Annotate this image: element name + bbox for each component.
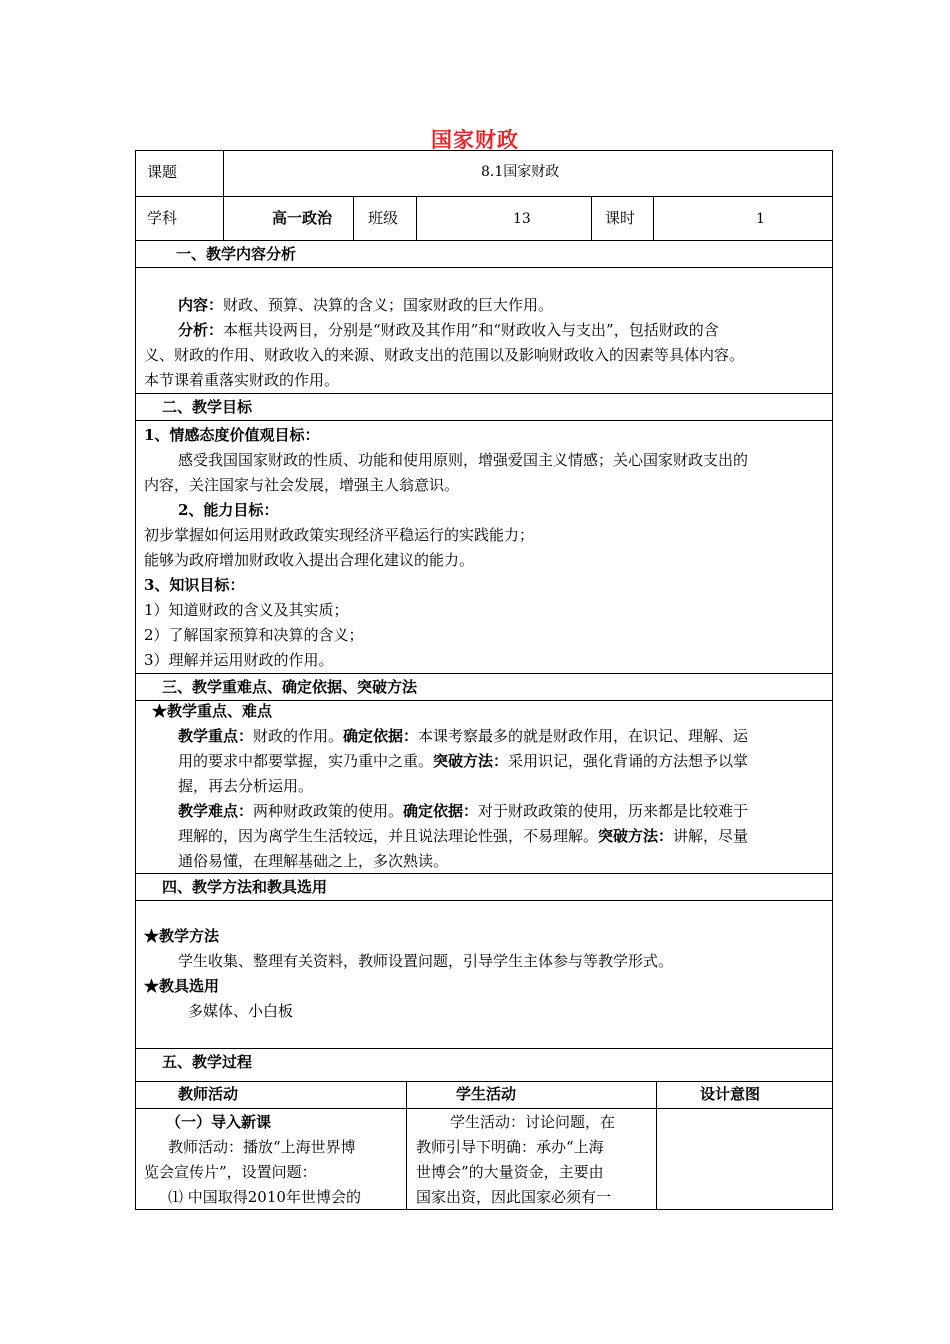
section-2-heading: 二、教学目标 (162, 398, 253, 416)
key-line-2 (178, 754, 824, 769)
process-table (136, 1081, 832, 1209)
method-text: 学生收集、整理有关资料，教师设置问题，引导学生主体参与等教学形式。 (178, 952, 674, 970)
goal-1-line-2: 内容，关注国家与社会发展，增强主人翁意识。 (144, 476, 460, 494)
content-text: 财政、预算、决算的含义；国家财政的巨大作用。 (223, 296, 554, 314)
discipline-value: 高一政治 (272, 209, 333, 227)
goal-3-line-1: 1）知道财政的含义及其实质； (144, 601, 349, 619)
goal-2-line-1: 初步掌握如何运用财政政策实现经济平稳运行的实践能力； (144, 526, 535, 544)
goal-2-line-2: 能够为政府增加财政收入提出合理化建议的能力。 (144, 551, 475, 569)
section-5-header (136, 1048, 832, 1082)
teacher-line-4: ⑴ 中国取得2010年世博会的 (168, 1188, 361, 1206)
diff-line-3: 通俗易懂，在理解基础之上，多次熟读。 (178, 852, 449, 870)
section-4-heading: 四、教学方法和教具选用 (162, 878, 328, 896)
page-title: 国家财政 (431, 127, 519, 152)
analysis-line-3: 本节课着重落实财政的作用。 (144, 371, 340, 389)
analysis-line-1 (178, 323, 824, 338)
subject-label: 课题 (147, 163, 178, 181)
teacher-line-1: （一）导入新课 (166, 1113, 272, 1131)
analysis-line-2: 义、财政的作用、财政收入的来源、财政支出的范围以及影响财政收入的因素等具体内容。 (144, 346, 745, 364)
goal-2-title: 2、能力目标： (178, 501, 279, 519)
col-design-header: 设计意图 (700, 1085, 761, 1103)
section-4-header (136, 873, 832, 901)
key-line-1 (178, 729, 824, 744)
key-line-3: 握，再去分析运用。 (178, 777, 314, 795)
goal-1-line-1: 感受我国国家财政的性质、功能和使用原则，增强爱国主义情感；关心国家财政支出的 (178, 451, 749, 469)
key-label: 教学重点： (178, 727, 254, 745)
class-value: 13 (513, 211, 531, 227)
section-5-heading: 五、教学过程 (162, 1053, 253, 1071)
diff-label: 教学难点： (178, 802, 254, 820)
key-method-label: 突破方法： (433, 752, 509, 770)
student-line-1: 学生活动：讨论问题，在 (450, 1113, 616, 1131)
student-line-2: 教师引导下明确：承办“上海 (416, 1138, 604, 1156)
section-3-heading: 三、教学重难点、确定依据、突破方法 (162, 678, 418, 696)
header-table (135, 150, 833, 241)
goal-1-title: 1、情感态度价值观目标： (144, 426, 320, 444)
period-value: 1 (756, 211, 765, 227)
key-difficult-title: ★教学重点、难点 (152, 702, 273, 720)
content-line (178, 298, 824, 313)
student-line-3: 世博会”的大量资金，主要由 (416, 1163, 604, 1181)
class-label: 班级 (368, 209, 399, 227)
key-text: 财政的作用。 (253, 727, 344, 745)
diff-text: 两种财政政策的使用。 (253, 802, 404, 820)
diff-line-1 (178, 804, 824, 819)
key-basis-label: 确定依据： (343, 727, 419, 745)
content-label: 内容： (178, 296, 224, 314)
subject-value: 8.1国家财政 (481, 164, 560, 180)
key-basis-text: 本课考察最多的就是财政作用，在识记、理解、运 (418, 727, 749, 745)
section-3-header (136, 673, 832, 701)
goal-3-line-2: 2）了解国家预算和决算的含义； (144, 626, 364, 644)
section-1-header (136, 241, 832, 268)
key-line-2-text: 用的要求中都要掌握，实乃重中之重。 (178, 752, 434, 770)
goal-3-line-3: 3）理解并运用财政的作用。 (144, 651, 334, 669)
goal-3-title: 3、知识目标： (144, 576, 245, 594)
diff-method-label: 突破方法： (598, 827, 674, 845)
key-method-text: 采用识记，强化背诵的方法想予以掌 (508, 752, 749, 770)
diff-line-2 (178, 829, 824, 844)
tools-text: 多媒体、小白板 (188, 1002, 294, 1020)
section-1-heading: 一、教学内容分析 (176, 245, 297, 263)
student-line-4: 国家出资，因此国家必须有一 (416, 1188, 612, 1206)
teacher-line-2: 教师活动：播放“上海世界博 (168, 1138, 356, 1156)
diff-line-2-text: 理解的，因为离学生生活较远，并且说法理论性强，不易理解。 (178, 827, 599, 845)
method-title: ★教学方法 (144, 927, 220, 945)
diff-basis-text: 对于财政政策的使用，历来都是比较难于 (478, 802, 749, 820)
section-2-header (136, 393, 832, 421)
discipline-label: 学科 (147, 209, 178, 227)
content-table (135, 240, 833, 1210)
analysis-label: 分析： (178, 321, 224, 339)
col-student-header: 学生活动 (456, 1085, 517, 1103)
col-teacher-header: 教师活动 (178, 1085, 239, 1103)
teacher-line-3: 览会宣传片”，设置问题： (144, 1163, 317, 1181)
diff-basis-label: 确定依据： (403, 802, 479, 820)
tools-title: ★教具选用 (144, 977, 220, 995)
period-label: 课时 (605, 209, 636, 227)
analysis-text-1: 本框共设两目，分别是“财政及其作用”和“财政收入与支出”，包括财政的含 (223, 321, 719, 339)
diff-method-text: 讲解，尽量 (673, 827, 749, 845)
